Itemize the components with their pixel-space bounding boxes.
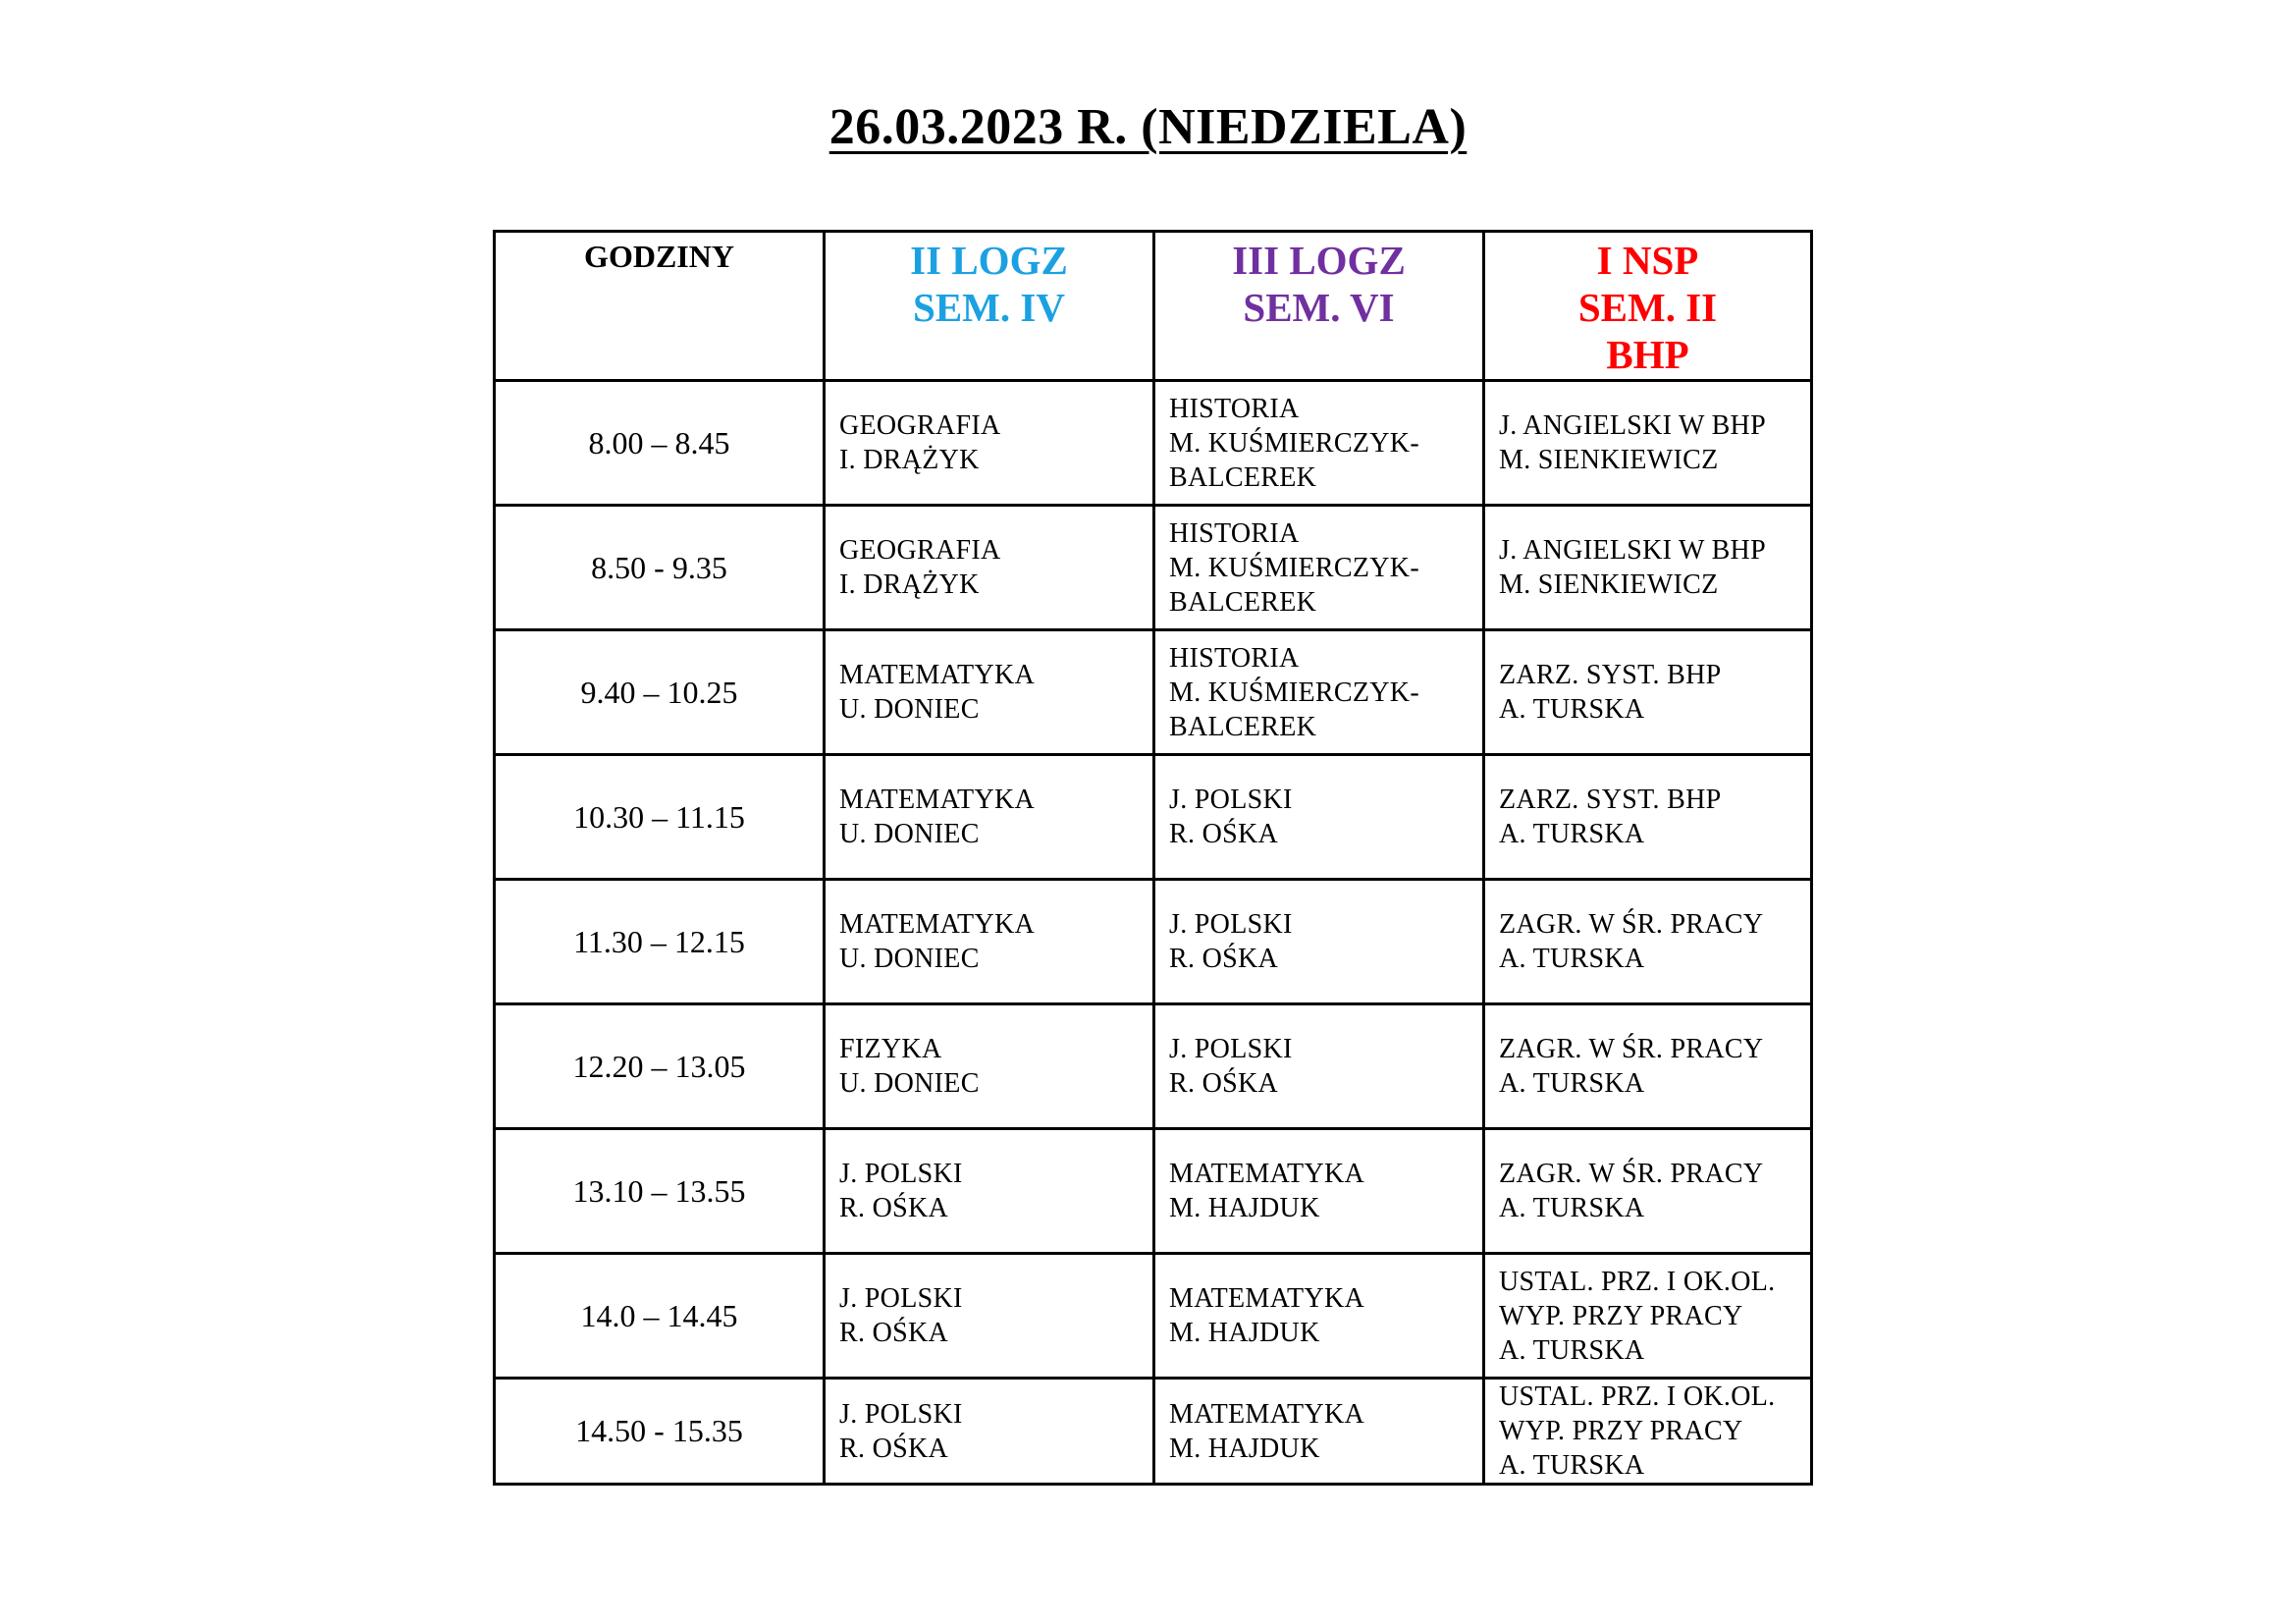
header-iii-logz [1154, 232, 1484, 381]
header-line: BHP [1606, 332, 1689, 377]
table-row [495, 630, 1812, 755]
teacher-text: U. DONIEC [839, 944, 980, 974]
header-line: III LOGZ [1232, 238, 1406, 283]
header-line: SEM. II [1577, 285, 1718, 330]
subject-text: J. POLSKI [1169, 785, 1293, 815]
teacher-text: A. TURSKA [1499, 1068, 1645, 1099]
header-line: SEM. VI [1243, 285, 1395, 330]
table-body [495, 381, 1812, 1485]
teacher-text: BALCEREK [1169, 711, 1317, 742]
subject-text: J. POLSKI [839, 1283, 963, 1314]
teacher-text: R. OŚKA [1169, 1068, 1279, 1099]
subject-text: HISTORIA [1169, 393, 1300, 424]
class-cell [825, 880, 1154, 1004]
subject-text: ZAGR. W ŚR. PRACY [1499, 1034, 1764, 1064]
class-cell [1484, 755, 1812, 880]
subject-text: FIZYKA [839, 1034, 942, 1064]
class-cell [1154, 1254, 1484, 1379]
table-row [495, 880, 1812, 1004]
subject-text: GEOGRAFIA [839, 410, 1001, 441]
teacher-text: A. TURSKA [1499, 1334, 1645, 1366]
teacher-text: U. DONIEC [839, 1068, 980, 1099]
class-cell [1484, 880, 1812, 1004]
teacher-text: WYP. PRZY PRACY [1499, 1416, 1743, 1446]
time-cell: 12.20 – 13.05 [495, 1004, 825, 1129]
class-cell [1154, 880, 1484, 1004]
teacher-text: R. OŚKA [1169, 944, 1279, 974]
teacher-text: BALCEREK [1169, 586, 1317, 618]
subject-text: ZARZ. SYST. BHP [1499, 660, 1722, 690]
teacher-text: M. SIENKIEWICZ [1499, 569, 1719, 600]
class-cell [1154, 506, 1484, 630]
class-cell [825, 506, 1154, 630]
teacher-text: I. DRĄŻYK [839, 569, 980, 600]
teacher-text: M. KUŚMIERCZYK- [1169, 552, 1419, 583]
time-cell: 14.0 – 14.45 [495, 1254, 825, 1379]
table-row [495, 1379, 1812, 1485]
teacher-text: M. KUŚMIERCZYK- [1169, 427, 1419, 459]
teacher-text: M. HAJDUK [1169, 1433, 1320, 1464]
teacher-text: R. OŚKA [1169, 819, 1279, 849]
class-cell [1154, 630, 1484, 755]
teacher-text: M. SIENKIEWICZ [1499, 445, 1719, 475]
subject-text: MATEMATYKA [1169, 1398, 1364, 1430]
page-title: 26.03.2023 R. (NIEDZIELA) [828, 99, 1468, 155]
class-cell [1484, 630, 1812, 755]
teacher-text: R. OŚKA [839, 1193, 949, 1223]
subject-text: J. POLSKI [839, 1398, 963, 1430]
teacher-text: R. OŚKA [839, 1433, 949, 1464]
subject-text: ZAGR. W ŚR. PRACY [1499, 1159, 1764, 1189]
class-cell [825, 1379, 1154, 1485]
teacher-text: M. HAJDUK [1169, 1193, 1320, 1223]
teacher-text: R. OŚKA [839, 1318, 949, 1348]
teacher-text: A. TURSKA [1499, 944, 1645, 974]
teacher-text: A. TURSKA [1499, 694, 1645, 725]
class-cell [825, 1004, 1154, 1129]
teacher-text: M. KUŚMIERCZYK- [1169, 677, 1419, 708]
header-ii-logz [825, 232, 1154, 381]
teacher-text: A. TURSKA [1499, 1193, 1645, 1223]
table-row [495, 1004, 1812, 1129]
teacher-text: U. DONIEC [839, 694, 980, 725]
table-row [495, 1129, 1812, 1254]
class-cell [1484, 1379, 1812, 1485]
table-row [495, 506, 1812, 630]
teacher-text: M. HAJDUK [1169, 1318, 1320, 1348]
table-row [495, 381, 1812, 506]
class-cell [825, 1129, 1154, 1254]
subject-text: USTAL. PRZ. I OK.OL. [1499, 1266, 1776, 1297]
subject-text: J. POLSKI [839, 1159, 963, 1189]
teacher-text: WYP. PRZY PRACY [1499, 1300, 1743, 1331]
class-cell [825, 1254, 1154, 1379]
subject-text: MATEMATYKA [1169, 1283, 1364, 1314]
class-cell [1154, 755, 1484, 880]
subject-text: J. POLSKI [1169, 1034, 1293, 1064]
time-cell: 9.40 – 10.25 [495, 630, 825, 755]
class-cell [825, 755, 1154, 880]
class-cell [1484, 1254, 1812, 1379]
time-cell: 8.00 – 8.45 [495, 381, 825, 506]
class-cell [1154, 1004, 1484, 1129]
subject-text: ZARZ. SYST. BHP [1499, 785, 1722, 815]
table-row [495, 1254, 1812, 1379]
subject-text: HISTORIA [1169, 517, 1300, 549]
teacher-text: A. TURSKA [1499, 1450, 1645, 1481]
subject-text: J. POLSKI [1169, 909, 1293, 940]
schedule-table [493, 230, 1813, 1486]
header-i-nsp [1484, 232, 1812, 381]
subject-text: MATEMATYKA [839, 660, 1035, 690]
class-cell [1484, 1129, 1812, 1254]
subject-text: MATEMATYKA [839, 785, 1035, 815]
subject-text: USTAL. PRZ. I OK.OL. [1499, 1381, 1776, 1412]
class-cell [1154, 1129, 1484, 1254]
subject-text: J. ANGIELSKI W BHP [1499, 535, 1766, 566]
class-cell [1484, 381, 1812, 506]
subject-text: HISTORIA [1169, 642, 1300, 674]
subject-text: MATEMATYKA [1169, 1159, 1364, 1189]
class-cell [1154, 1379, 1484, 1485]
time-cell: 11.30 – 12.15 [495, 880, 825, 1004]
header-line: I NSP [1596, 238, 1699, 283]
table-row [495, 755, 1812, 880]
time-cell: 10.30 – 11.15 [495, 755, 825, 880]
header-line: SEM. IV [913, 285, 1065, 330]
table-header-row [495, 232, 1812, 381]
header-line: II LOGZ [910, 238, 1068, 283]
subject-text: GEOGRAFIA [839, 535, 1001, 566]
class-cell [1484, 506, 1812, 630]
subject-text: ZAGR. W ŚR. PRACY [1499, 909, 1764, 940]
teacher-text: A. TURSKA [1499, 819, 1645, 849]
class-cell [1484, 1004, 1812, 1129]
subject-text: J. ANGIELSKI W BHP [1499, 410, 1766, 441]
class-cell [1154, 381, 1484, 506]
header-time: GODZINY [495, 232, 825, 381]
time-cell: 8.50 - 9.35 [495, 506, 825, 630]
time-cell: 14.50 - 15.35 [495, 1379, 825, 1485]
class-cell [825, 381, 1154, 506]
teacher-text: U. DONIEC [839, 819, 980, 849]
class-cell [825, 630, 1154, 755]
time-cell: 13.10 – 13.55 [495, 1129, 825, 1254]
teacher-text: BALCEREK [1169, 461, 1317, 493]
subject-text: MATEMATYKA [839, 909, 1035, 940]
teacher-text: I. DRĄŻYK [839, 445, 980, 475]
